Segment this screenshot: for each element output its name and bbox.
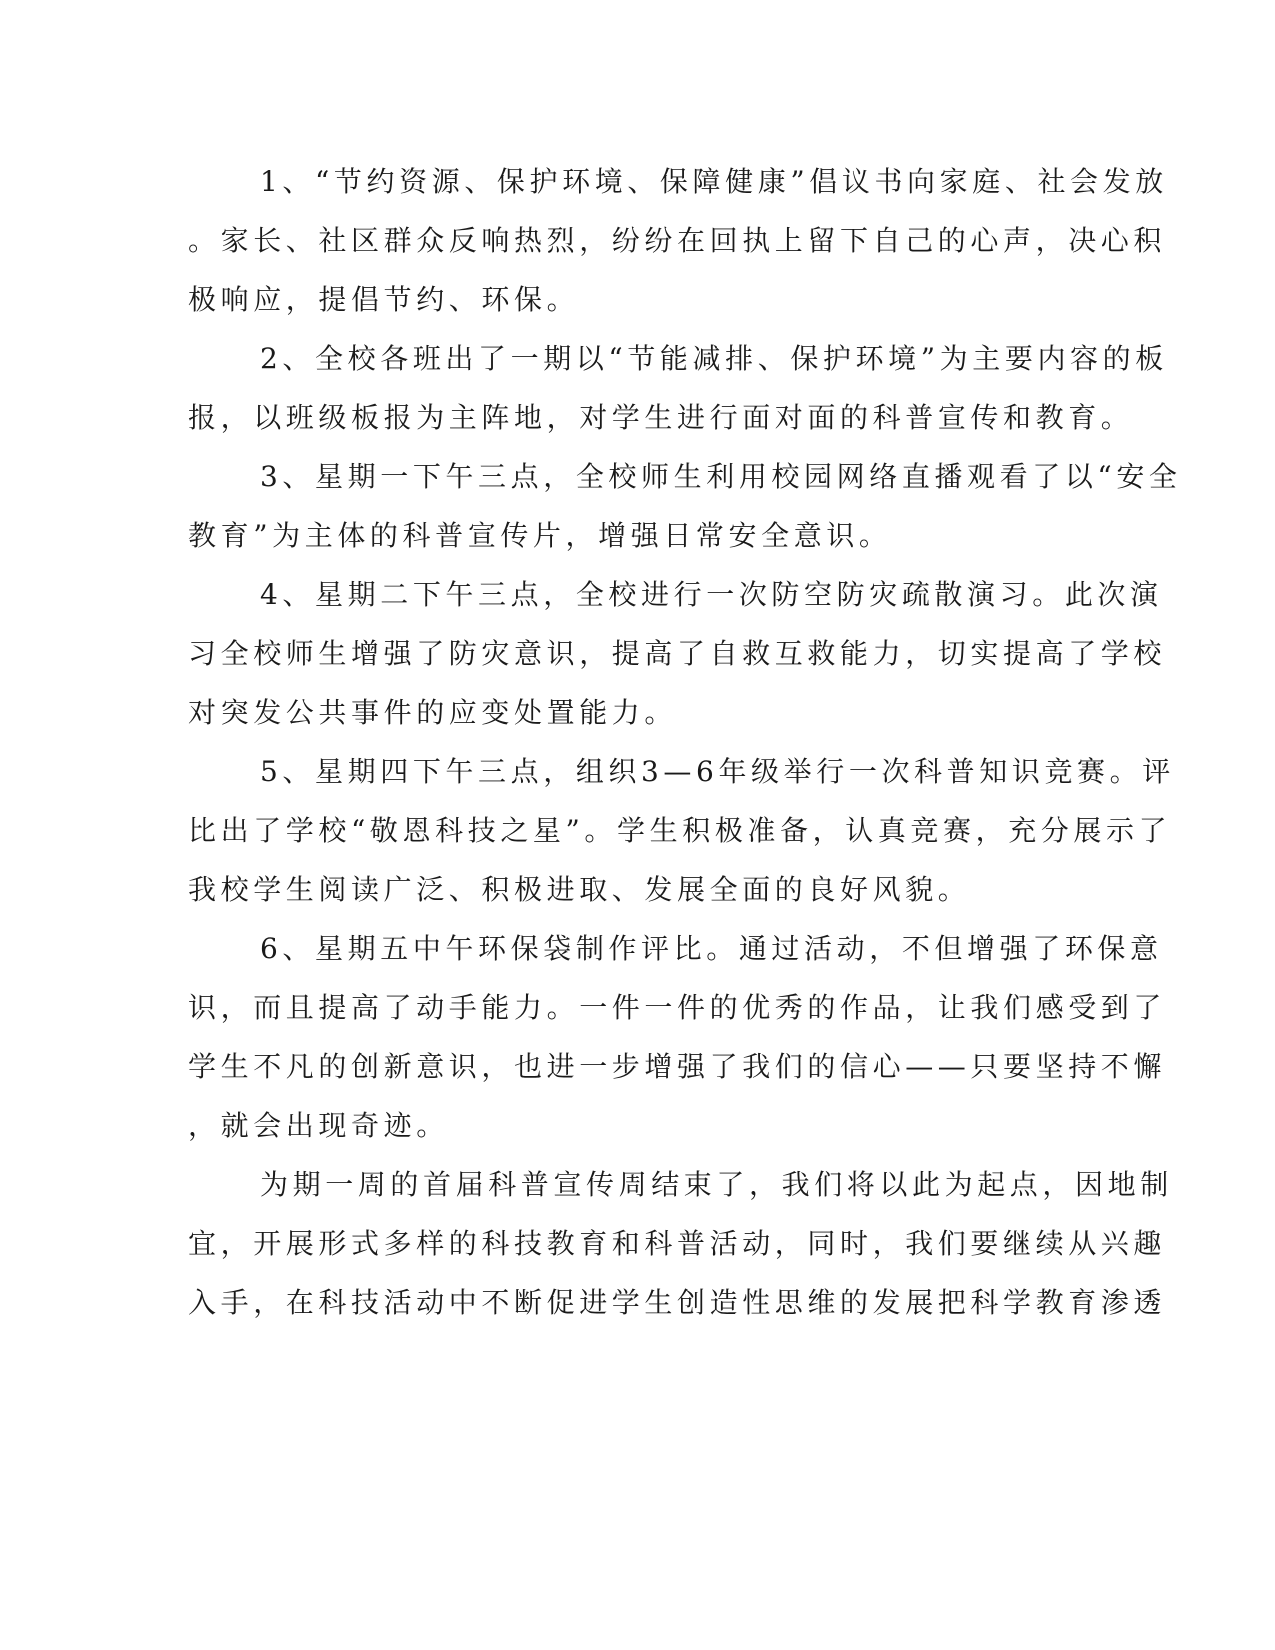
- text-line: 1、“节约资源、保护环境、保障健康”倡议书向家庭、社会发放: [260, 165, 1168, 198]
- text-line: 为期一周的首届科普宣传周结束了，我们将以此为起点，因地制: [260, 1168, 1173, 1201]
- text-line: 报，以班级板报为主阵地，对学生进行面对面的科普宣传和教育。: [188, 401, 1134, 434]
- text-line: 。家长、社区群众反响热烈，纷纷在回执上留下自己的心声，决心积: [188, 224, 1167, 257]
- text-line: 对突发公共事件的应变处置能力。: [188, 696, 678, 729]
- text-line: 学生不凡的创新意识，也进一步增强了我们的信心——只要坚持不懈: [188, 1050, 1167, 1083]
- text-line: 习全校师生增强了防灾意识，提高了自救互救能力，切实提高了学校: [188, 637, 1167, 670]
- text-line: 3、星期一下午三点，全校师生利用校园网络直播观看了以“安全: [260, 460, 1182, 493]
- text-line: 2、全校各班出了一期以“节能减排、保护环境”为主要内容的板: [260, 342, 1168, 375]
- text-line: ，就会出现奇迹。: [188, 1109, 449, 1142]
- text-line: 6、星期五中午环保袋制作评比。通过活动，不但增强了环保意: [260, 932, 1163, 965]
- text-line: 极响应，提倡节约、环保。: [188, 283, 580, 316]
- text-line: 我校学生阅读广泛、积极进取、发展全面的良好风貌。: [188, 873, 971, 906]
- text-line: 教育”为主体的科普宣传片，增强日常安全意识。: [188, 519, 892, 552]
- text-line: 宜，开展形式多样的科技教育和科普活动，同时，我们要继续从兴趣: [188, 1227, 1167, 1260]
- text-line: 识，而且提高了动手能力。一件一件的优秀的作品，让我们感受到了: [188, 991, 1167, 1024]
- text-line: 比出了学校“敬恩科技之星”。学生积极准备，认真竞赛，充分展示了: [188, 814, 1172, 847]
- text-line: 5、星期四下午三点，组织3—6年级举行一次科普知识竞赛。评: [260, 755, 1175, 788]
- text-line: 入手，在科技活动中不断促进学生创造性思维的发展把科学教育渗透: [188, 1286, 1167, 1319]
- text-line: 4、星期二下午三点，全校进行一次防空防灾疏散演习。此次演: [260, 578, 1163, 611]
